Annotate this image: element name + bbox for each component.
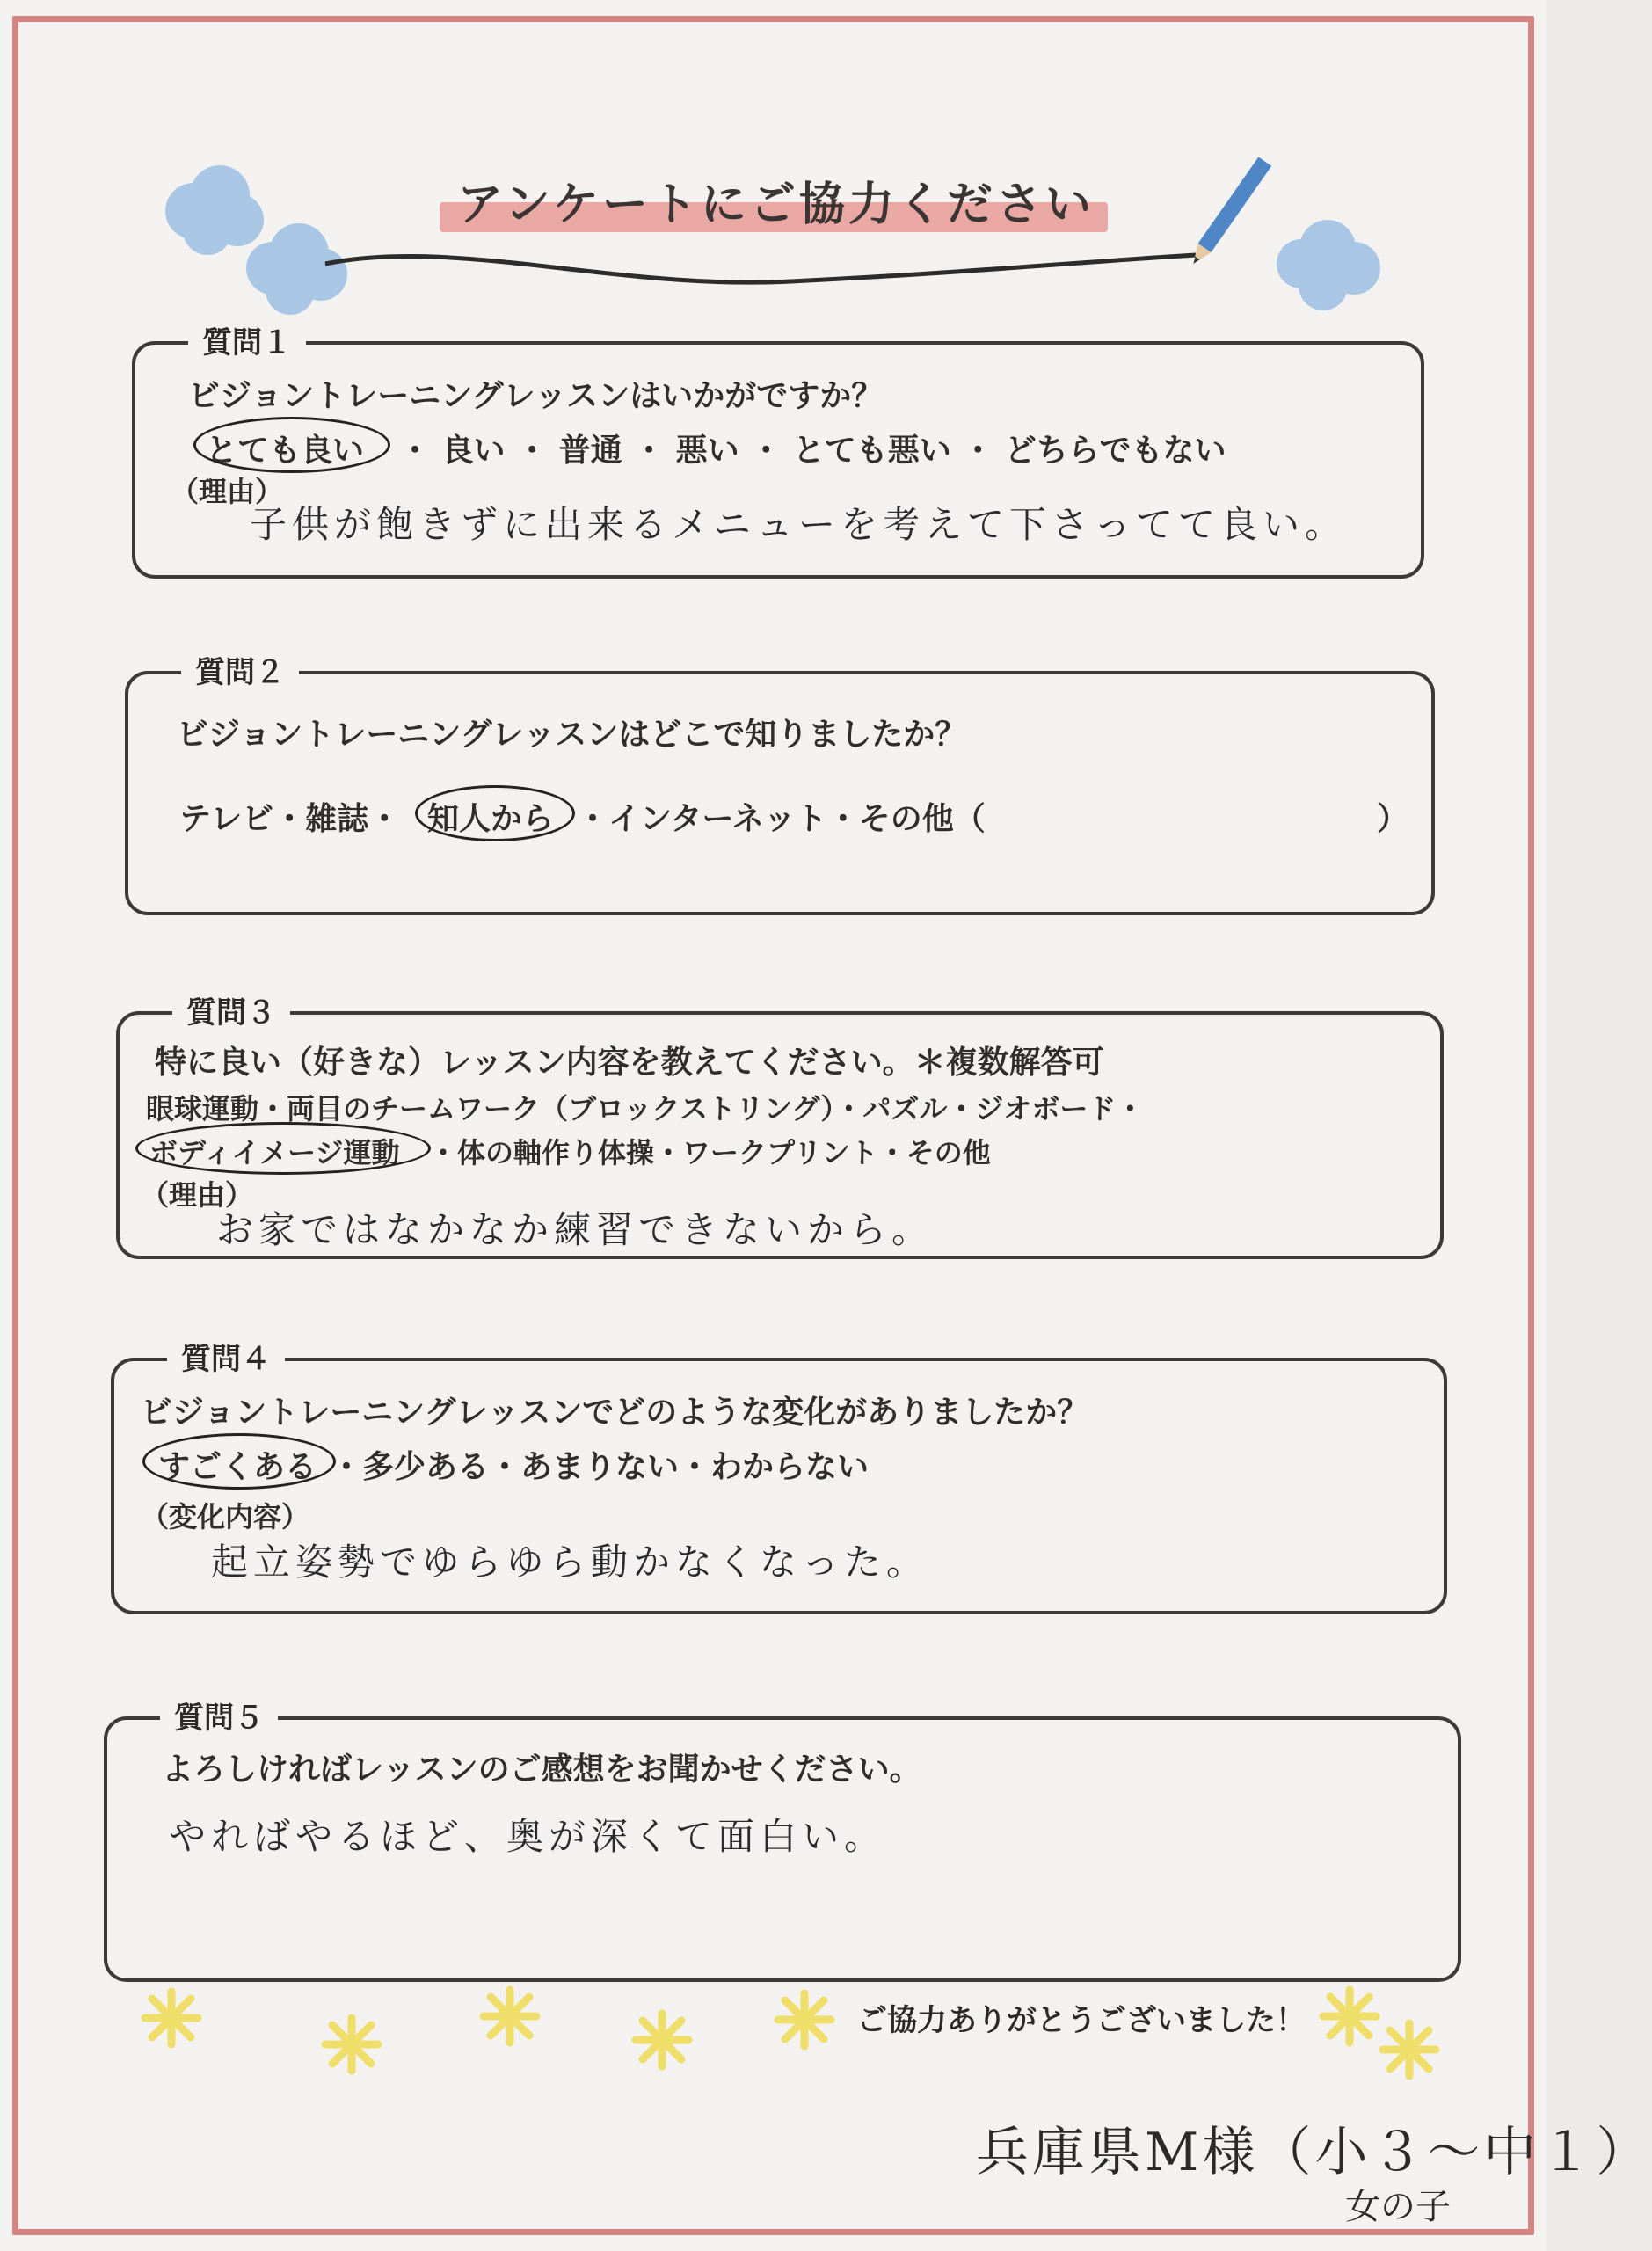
- question-1-box: [132, 325, 1424, 579]
- question-4-selected-option: すごくある: [158, 1449, 317, 1485]
- question-4-label: 質問４: [167, 1335, 285, 1378]
- cloud-icon: [246, 223, 347, 315]
- question-5-label: 質問５: [160, 1694, 278, 1737]
- question-5-box: [104, 1701, 1461, 1982]
- question-2-text: ビジョントレーニングレッスンはどこで知りましたか？: [177, 717, 967, 753]
- question-5-answer: やればやるほど、奥が深くて面白い。: [169, 1815, 887, 1858]
- question-3-text: 特に良い（好きな）レッスン内容を教えてください。＊複数解答可: [155, 1045, 1104, 1081]
- question-3-reason-label: （理由）: [141, 1178, 254, 1212]
- question-2-options-after: ・インターネット・その他（: [577, 801, 986, 837]
- star-icon: [1319, 1985, 1380, 2047]
- question-5-text: よろしければレッスンのご感想をお聞かせください。: [162, 1752, 921, 1788]
- respondent-signature: 兵庫県M様（小３〜中１）: [976, 2122, 1652, 2183]
- survey-title: アンケートにご協力ください: [457, 178, 1095, 231]
- question-2-options-before: テレビ・雑誌・: [179, 801, 401, 837]
- question-1-reason-label: （理由）: [171, 475, 284, 508]
- thank-you-message: ご協力ありがとうございました！: [857, 2003, 1306, 2038]
- survey-title-block: [440, 167, 1108, 237]
- star-icon: [631, 2009, 693, 2071]
- question-1-answer: 子供が飽きずに出来るメニューを考えて下さってて良い。: [250, 503, 1348, 546]
- question-4-answer: 起立姿勢でゆらゆら動かなくなった。: [211, 1541, 929, 1584]
- question-2-box: [125, 655, 1435, 915]
- respondent-note: 女の子: [1345, 2187, 1451, 2227]
- question-2-label: 質問２: [181, 648, 299, 691]
- question-3-label: 質問３: [172, 988, 290, 1031]
- selection-circle: [415, 785, 575, 841]
- selection-circle: [142, 1433, 336, 1490]
- question-3-box: [116, 995, 1444, 1259]
- question-1-label: 質問１: [188, 318, 306, 361]
- question-1-other-options: ・ 良い ・ 普通 ・ 悪い ・ とても悪い ・ どちらでもない: [399, 433, 1226, 469]
- star-icon: [479, 1985, 541, 2047]
- star-icon: [321, 2014, 382, 2075]
- question-2-selected-option: 知人から: [427, 801, 555, 837]
- selection-circle: [193, 417, 390, 473]
- question-3-answer: お家ではなかなか練習できないから。: [216, 1208, 935, 1251]
- question-1-text: ビジョントレーニングレッスンはいかがですか？: [188, 378, 884, 414]
- question-4-other-options: ・多少ある・あまりない・わからない: [331, 1449, 870, 1485]
- star-icon: [1379, 2019, 1440, 2080]
- selection-circle: [135, 1122, 431, 1175]
- cloud-icon: [165, 165, 264, 255]
- squiggle-line: [325, 255, 1196, 282]
- question-4-text: ビジョントレーニングレッスンでどのような変化がありましたか？: [141, 1395, 1089, 1431]
- question-3-selected-option: ボディイメージ運動: [149, 1136, 400, 1169]
- question-4-box: [111, 1342, 1447, 1614]
- pencil-icon: [1187, 157, 1271, 269]
- question-2-close-paren: ）: [1377, 801, 1409, 837]
- question-4-change-label: （変化内容）: [141, 1500, 310, 1533]
- star-icon: [141, 1987, 202, 2049]
- star-icon: [774, 1989, 835, 2051]
- cloud-icon: [1277, 220, 1380, 310]
- question-3-options-line-2: 眼球運動・両目のチームワーク（ブロックストリング）・パズル・ジオボード・: [146, 1092, 1145, 1126]
- question-3-options-line-3: ・体の軸作り体操・ワークプリント・その他: [429, 1136, 991, 1169]
- question-1-selected-option: とても良い: [206, 433, 365, 469]
